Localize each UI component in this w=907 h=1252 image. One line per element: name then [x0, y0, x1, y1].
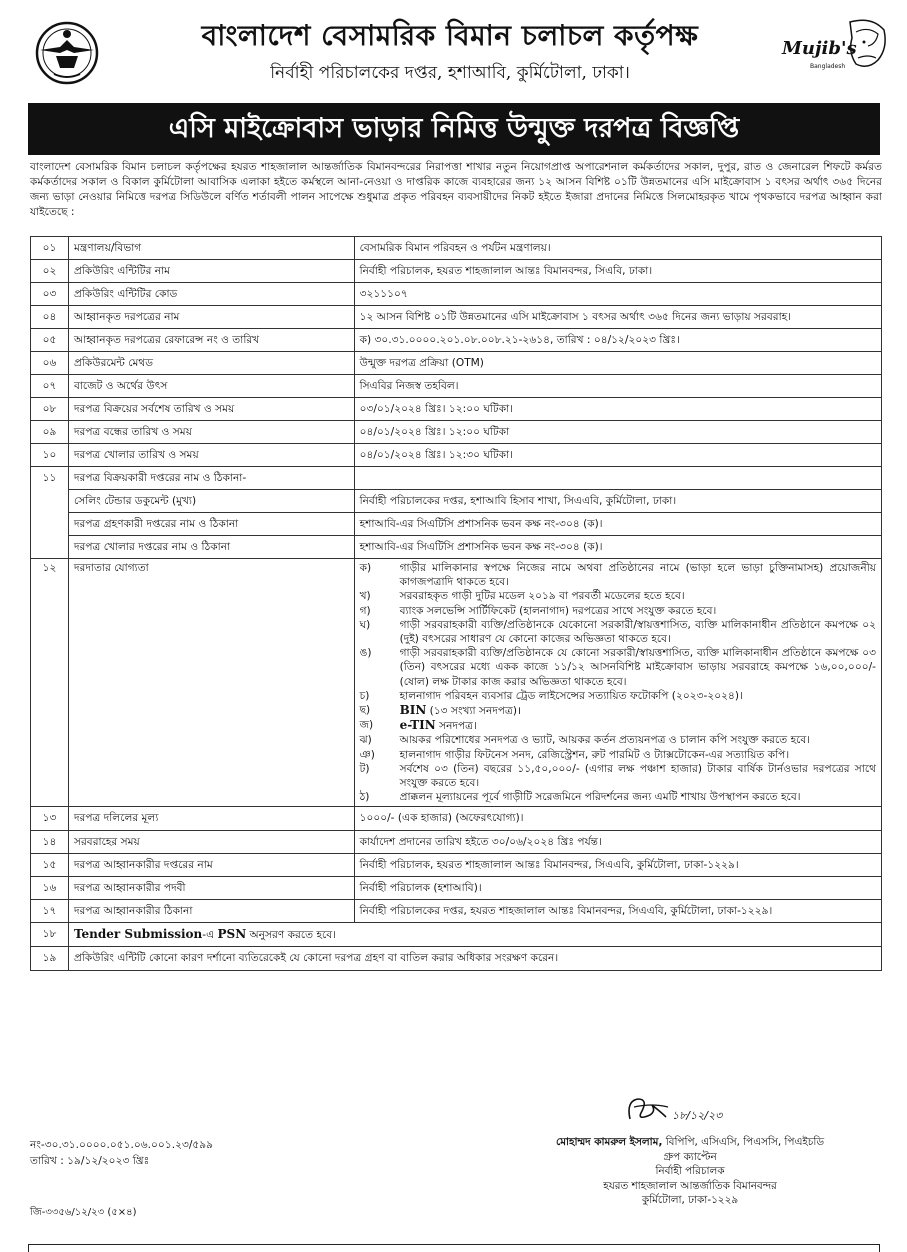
table-subrow: [31, 536, 882, 559]
row-value: নির্বাহী পরিচালক, হযরত শাহজালাল আন্তঃ বিমানবন্দর, সিএএবি, কুর্মিটোলা, ঢাকা-১২২৯।: [354, 854, 881, 877]
table-row: [31, 467, 882, 490]
row-label: দরপত্র বন্ধের তারিখ ও সময়: [68, 421, 354, 444]
signatory-address: কুর্মিটোলা, ঢাকা-১২২৯: [641, 1194, 739, 1206]
row-label: দরপত্র খোলার তারিখ ও সময়: [68, 444, 354, 467]
table-subrow: [31, 490, 882, 513]
signatory-designation: নির্বাহী পরিচালক: [655, 1165, 725, 1177]
row-value: ১২ আসন বিশিষ্ট ০১টি উন্নতমানের এসি মাইক্রোবাস ১ বৎসর অর্থাৎ ৩৬৫ দিনের জন্য ভাড়ায় সরবরাহ।: [354, 306, 881, 329]
subrow-label: দরপত্র গ্রহণকারী দপ্তরের নাম ও ঠিকানা: [68, 513, 354, 536]
row-value: নির্বাহী পরিচালক, হযরত শাহজালাল আন্তঃ বিমানবন্দর, সিএবি, ঢাকা।: [354, 260, 881, 283]
eligibility-conditions: [354, 559, 881, 807]
row-number: ০৬: [31, 352, 69, 375]
row-value: সিএবির নিজস্ব তহবিল।: [354, 375, 881, 398]
condition-text: গাড়ীর মালিকানার স্বপক্ষে নিজের নামে অথবা প্রতিষ্ঠানের নামে (ভাড়া হলে ভাড়া চুক্তিনামাসহ) প্রয়োজনীয় কাগজপত্রাদি থাকতে হবে।: [399, 562, 876, 589]
condition-key: ট): [359, 762, 370, 775]
row-value: ক) ৩০.৩১.০০০০.২০১.০৮.০০৮.২১-২৬১৪, তারিখ : ০৪/১২/২০২৩ খ্রিঃ।: [354, 329, 881, 352]
row-value: ০৩/০১/২০২৪ খ্রিঃ। ১২:০০ ঘটিকা।: [354, 398, 881, 421]
organization-subtitle: নির্বাহী পরিচালকের দপ্তর, হশাআবি, কুর্মিটোলা, ঢাকা।: [270, 63, 630, 83]
condition-text: সর্বশেষ ০৩ (তিন) বছরের ১১,৫০,০০০/- (এগার লক্ষ পঞ্চাশ হাজার) টাকার বার্ষিক টার্নওভার দরপত্রের সাথে সংযুক্ত করতে হবে।: [399, 762, 876, 790]
condition-text: সরবরাহকৃত গাড়ী দুটির মডেল ২০১৯ বা পরবর্তী মডেলের হতে হবে।: [399, 590, 685, 603]
condition-item: [360, 561, 876, 589]
row-label: বাজেট ও অর্থের উৎস: [68, 375, 354, 398]
mujib-logo-text: Mujib's: [782, 38, 857, 59]
row-label: সরবরাহের সময়: [68, 831, 354, 854]
condition-item: [360, 762, 876, 790]
row-number: ১৬: [31, 877, 69, 900]
intro-paragraph: বাংলাদেশ বেসামরিক বিমান চলাচল কর্তৃপক্ষের হযরত শাহজালাল আন্তর্জাতিক বিমানবন্দরের নিরাপত্তা শাখার নতুন নিয়োগপ্রাপ্ত অপারেশনাল কর্মকর্তাদের সকাল, দুপুর, রাত ও জেনারেল শিফটে কর্মরত কর্মকর্তাদের সকাল ও বিকাল কুর্মিটোলা আবাসিক এলাকা হইতে কর্মস্থলে আনা-নেওয়া ও দাপ্তরিক কাজে ব্যবহারের জন্য ১২ আসন বিশিষ্ট ০১টি উন্নতমানের এসি মাইক্রোবাস ১ বৎসর অর্থাৎ ৩৬৫ দিনের জন্য ভাড়া নেওয়ার নিমিত্তে দরপত্র সিডিউলে বর্ণিত শর্তাবলী পালন সাপেক্ষে শুধুমাত্র প্রকৃত পরিবহন ব্যবসায়ীদের নিকট হইতে ইজারা প্রদানের নিমিত্তে সিলমোহরকৃত খামে পৃথকভাবে দরপত্র আহ্বান করা যাইতেছে :: [30, 161, 882, 218]
condition-item: [360, 718, 876, 733]
signatory-office: হযরত শাহজালাল আন্তর্জাতিক বিমানবন্দর: [603, 1179, 777, 1192]
signatory-credentials: বিপিপি, এসিএসি, পিএসসি, পিএইচডি: [662, 1136, 824, 1148]
condition-key: গ): [359, 604, 371, 617]
row-label: প্রকিউরমেন্ট মেথড: [68, 352, 354, 375]
handwritten-signature: [622, 1093, 762, 1127]
memo-block: [30, 1137, 213, 1169]
bottom-border: [28, 1244, 880, 1252]
condition-latin-text: e-TIN: [399, 718, 436, 733]
condition-key: ঘ): [359, 618, 371, 631]
row-number: ০৭: [31, 375, 69, 398]
condition-key: ঙ): [359, 647, 372, 660]
row-value: ০৪/০১/২০২৪ খ্রিঃ। ১২:৩০ ঘটিকা।: [354, 444, 881, 467]
row-number: ০৪: [31, 306, 69, 329]
row-label: দরদাতার যোগ্যতা: [68, 559, 354, 807]
row-number: ১৩: [31, 807, 69, 831]
row-number: ০১: [31, 237, 69, 260]
row-number: ০৫: [31, 329, 69, 352]
caab-emblem-icon: [34, 20, 100, 86]
row-number: ১৯: [31, 947, 69, 971]
table-row: [31, 375, 882, 398]
condition-text: গাড়ী সরবরাহকারী ব্যক্তি/প্রতিষ্ঠানকে যে কোনো সরকারী/স্বায়ত্তশাসিত, ব্যক্তি মালিকানাধীন প্রতিষ্ঠানে কমপক্ষে ০৩ (তিন) বৎসরের মধ্যে একক কাজে ১১/১২ আসনবিশিষ্ট মাইক্রোবাস ভাড়ায় সরবরাহে কমপক্ষে ১৬,০০,০০০/- (ষোল) লক্ষ টাকার কাজ করার অভিজ্ঞতা থাকতে হবে।: [399, 647, 876, 688]
row-text-part: অনুসরণ করতে হবে।: [246, 929, 336, 942]
mujib-logo: [780, 14, 890, 84]
subrow-value: হশাআবি-এর সিএটিসি প্রশাসনিক ভবন কক্ষ নং-৩০৪ (ক)।: [354, 513, 881, 536]
condition-item: [360, 733, 876, 747]
subrow-value: হশাআবি-এর সিএটিসি প্রশাসনিক ভবন কক্ষ নং-৩০৪ (ক)।: [354, 536, 881, 559]
condition-key: ছ): [359, 704, 371, 717]
table-row: [31, 444, 882, 467]
row-label: দরপত্র দলিলের মূল্য: [68, 807, 354, 831]
row-label: দরপত্র আহ্বানকারীর ঠিকানা: [68, 900, 354, 923]
condition-text: আয়কর পরিশোধের সনদপত্র ও ভ্যাট, আয়কর কর্তন প্রত্যয়নপত্র ও চালান কপি সংযুক্ত করতে হবে।: [399, 734, 811, 747]
condition-text: প্রাক্কলন মূল্যায়নের পূর্বে গাড়ীটি সরেজমিনে পরিদর্শনের জন্য এমটি শাখায় উপস্থাপন করতে হবে।: [399, 791, 801, 804]
condition-item: [360, 604, 876, 618]
condition-item: [360, 703, 876, 718]
row-number: ০৯: [31, 421, 69, 444]
row-label: প্রকিউরিং এন্টিটির নাম: [68, 260, 354, 283]
row-number: ১৪: [31, 831, 69, 854]
signatory-name: মোহাম্মদ কামরুল ইসলাম,: [556, 1136, 663, 1148]
condition-text: হালনাগাদ গাড়ীর ফিটনেস সনদ, রেজিস্ট্রেশন, রুট পারমিট ও ট্যাক্সটোকেন-এর সত্যায়িত কপি।: [399, 748, 790, 761]
signatory-block: [500, 1135, 880, 1208]
row-number: ১৫: [31, 854, 69, 877]
condition-text: গাড়ী সরবরাহকারী ব্যক্তি/প্রতিষ্ঠানকে যেকোনো সরকারী/স্বায়ত্তশাসিত, ব্যক্তি মালিকানাধীন প্রতিষ্ঠানে কমপক্ষে ০২ (দুই) বৎসরের সাধারণ যে কোনো কাজের অভিজ্ঞতা থাকতে হবে।: [399, 618, 876, 646]
row-number: ১৮: [31, 923, 69, 947]
row-label: দরপত্র বিক্রয়কারী দপ্তরের নাম ও ঠিকানা-: [68, 467, 354, 490]
row-value: উন্মুক্ত দরপত্র প্রক্রিয়া (OTM): [354, 352, 881, 375]
condition-key: চ): [359, 689, 370, 702]
condition-item: [360, 790, 876, 804]
row-text-part: -এ: [202, 929, 218, 942]
table-row: [31, 947, 882, 971]
row-label: মন্ত্রণালয়/বিভাগ: [68, 237, 354, 260]
advertisement-code: জি-৩৩৫৬/১২/২৩ (৫×৪): [30, 1207, 137, 1218]
row-number: ১৭: [31, 900, 69, 923]
table-row: [31, 877, 882, 900]
row-label: দরপত্র আহ্বানকারীর দপ্তরের নাম: [68, 854, 354, 877]
subrow-label: সেলিং টেন্ডার ডকুমেন্ট (মুখ্য): [68, 490, 354, 513]
table-row: [31, 831, 882, 854]
organization-title: বাংলাদেশ বেসামরিক বিমান চলাচল কর্তৃপক্ষ: [201, 19, 699, 52]
row-value: নির্বাহী পরিচালক (হশাআবি)।: [354, 877, 881, 900]
row-label: দরপত্র বিক্রয়ের সর্বশেষ তারিখ ও সময়: [68, 398, 354, 421]
psn-text: PSN: [217, 927, 247, 942]
row-value: ৩২১১১০৭: [354, 283, 881, 306]
table-row: [31, 398, 882, 421]
condition-item: [360, 646, 876, 689]
condition-key: ঠ): [359, 791, 370, 804]
condition-item: [360, 618, 876, 646]
row-label: প্রকিউরিং এন্টিটির কোড: [68, 283, 354, 306]
subrow-value: নির্বাহী পরিচালকের দপ্তর, হশাআবি হিসাব শাখা, সিএএবি, কুর্মিটোলা, ঢাকা।: [354, 490, 881, 513]
memo-date: তারিখ : ১৯/১২/২০২৩ খ্রিঃ: [30, 1155, 150, 1167]
row-number: ১১: [31, 467, 69, 559]
table-row: [31, 807, 882, 831]
table-row: [31, 306, 882, 329]
row-number: ১০: [31, 444, 69, 467]
row-label: আহ্বানকৃত দরপত্রের রেফারেন্স নং ও তারিখ: [68, 329, 354, 352]
row-full-text: [68, 923, 881, 947]
condition-key: ঞ): [359, 748, 375, 761]
condition-key: জ): [359, 719, 374, 732]
row-value: কার্যাদেশ প্রদানের তারিখ হইতে ৩০/০৬/২০২৪ খ্রিঃ পর্যন্ত।: [354, 831, 881, 854]
table-row: [31, 283, 882, 306]
condition-text-rest: (১৩ সংখ্যা সনদপত্র)।: [426, 705, 521, 718]
condition-text-rest: সনদপত্র।: [435, 720, 477, 733]
row-value: ০৪/০১/২০২৪ খ্রিঃ। ১২:০০ ঘটিকা: [354, 421, 881, 444]
condition-text: হালনাগাদ পরিবহন ব্যবসার ট্রেড লাইসেন্সের সত্যায়িত ফটোকপি (২০২৩-২০২৪)।: [399, 689, 743, 702]
table-row: [31, 237, 882, 260]
condition-text: [400, 703, 876, 718]
row-full-text: প্রকিউরিং এন্টিটি কোনো কারণ দর্শানো ব্যতিরেকেই যে কোনো দরপত্র গ্রহণ বা বাতিল করার অধিকার সংরক্ষণ করেন।: [68, 947, 881, 971]
table-row: [31, 900, 882, 923]
letterhead: [0, 0, 907, 100]
row-value: বেসামরিক বিমান পরিবহন ও পর্যটন মন্ত্রণালয়।: [354, 237, 881, 260]
condition-item: [360, 689, 876, 703]
condition-item: [360, 589, 876, 603]
row-number: ০৩: [31, 283, 69, 306]
subrow-label: দরপত্র খোলার দপ্তরের নাম ও ঠিকানা: [68, 536, 354, 559]
signatory-name-line: [500, 1135, 880, 1150]
signatory-rank: গ্রুপ ক্যাপ্টেন: [663, 1150, 717, 1163]
signature-date: ১৮/১২/২৩: [672, 1109, 723, 1122]
condition-text: ব্যাংক সলভেন্সি সার্টিফিকেট (হালনাগাদ) দরপত্রের সাথে সংযুক্ত করতে হবে।: [399, 604, 717, 617]
table-row: [31, 329, 882, 352]
memo-number: নং-৩০.৩১.০০০০.০৫১.০৬.০০১.২৩/৫৯৯: [30, 1139, 214, 1151]
row-value: ১০০০/- (এক হাজার) (অফেরৎযোগ্য)।: [354, 807, 881, 831]
row-number: ০৮: [31, 398, 69, 421]
row-number: ১২: [31, 559, 69, 807]
mujib-logo-subtext: Bangladesh: [810, 63, 846, 70]
condition-latin-text: BIN: [399, 703, 427, 718]
tender-details-table: [30, 236, 882, 971]
table-row: [31, 923, 882, 947]
table-row: [31, 260, 882, 283]
condition-text: [400, 718, 876, 733]
row-label: দরপত্র আহ্বানকারীর পদবী: [68, 877, 354, 900]
table-row: [31, 421, 882, 444]
condition-item: [360, 748, 876, 762]
row-number: ০২: [31, 260, 69, 283]
row-value: নির্বাহী পরিচালকের দপ্তর, হযরত শাহজালাল আন্তঃ বিমানবন্দর, সিএএবি, কুর্মিটোলা, ঢাকা-১২২৯।: [354, 900, 881, 923]
table-row: [31, 559, 882, 807]
tender-submission-text: Tender Submission: [73, 927, 203, 942]
row-label: আহ্বানকৃত দরপত্রের নাম: [68, 306, 354, 329]
notice-title-banner: এসি মাইক্রোবাস ভাড়ার নিমিত্ত উন্মুক্ত দরপত্র বিজ্ঞপ্তি: [28, 103, 880, 155]
condition-key: খ): [359, 590, 371, 603]
table-row: [31, 854, 882, 877]
condition-key: ঝ): [359, 734, 372, 747]
condition-key: ক): [359, 562, 372, 574]
table-row: [31, 352, 882, 375]
row-value: [354, 467, 881, 490]
table-subrow: [31, 513, 882, 536]
